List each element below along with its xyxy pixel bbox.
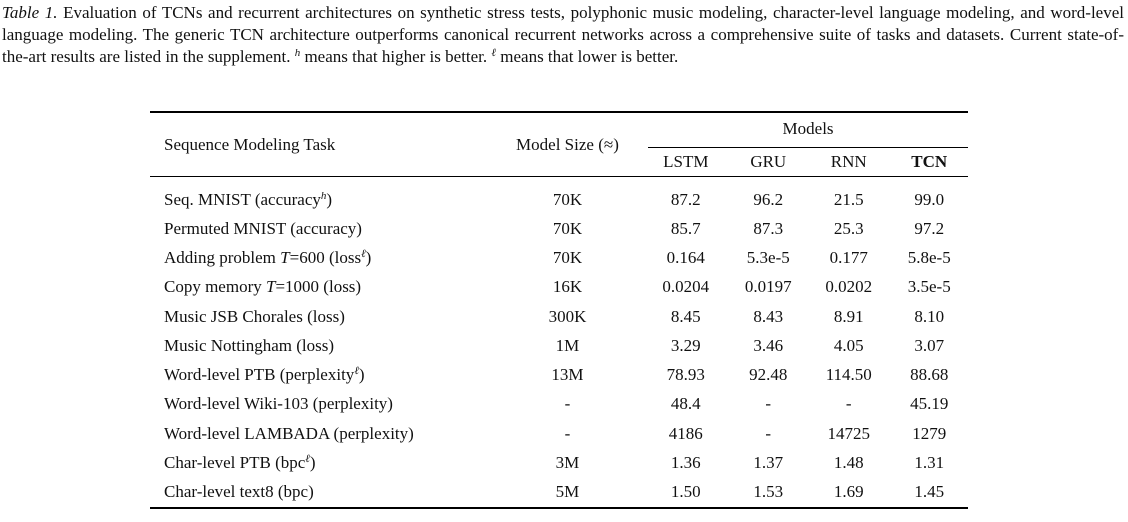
- cell-gru: 3.46: [753, 335, 784, 355]
- task-name: Char-level text8 (bpc): [150, 478, 493, 508]
- cell-rnn: 21.5: [833, 189, 864, 209]
- task-task-post: ): [326, 189, 333, 209]
- cell-tcn: 3.5e-5: [907, 277, 951, 297]
- cell-lstm: 4186: [668, 423, 703, 443]
- task-name: [150, 177, 493, 215]
- cell-size: 70K: [552, 189, 583, 209]
- cell-tcn: 45.19: [910, 394, 949, 414]
- cell-gru: 8.43: [753, 306, 784, 326]
- cell-gru: 1.37: [753, 453, 784, 473]
- cell-tcn: 5.8e-5: [907, 247, 951, 267]
- cell-gru: -: [765, 423, 772, 443]
- table-row: [150, 390, 968, 419]
- cell-lstm: 85.7: [670, 218, 701, 238]
- cell-lstm: 78.93: [666, 365, 705, 385]
- cell-tcn: 97.2: [914, 218, 945, 238]
- header-rnn: RNN: [830, 152, 867, 171]
- task-mark: h: [320, 189, 327, 202]
- cell-lstm: 3.29: [670, 335, 701, 355]
- cell-rnn: 1.69: [807, 478, 890, 508]
- cell-rnn: 4.05: [833, 335, 864, 355]
- task-var: T: [266, 277, 276, 297]
- table-row: [150, 478, 968, 508]
- cell-rnn: 0.0202: [825, 277, 873, 297]
- table-row: [150, 302, 968, 331]
- cell-lstm: 1.36: [670, 453, 701, 473]
- lower-better-marker: ℓ: [491, 47, 496, 59]
- cell-gru: 1.53: [730, 478, 808, 508]
- cell-tcn: 1.31: [914, 453, 945, 473]
- cell-rnn: -: [845, 394, 852, 414]
- header-task: Sequence Modeling Task: [164, 134, 336, 154]
- cell-size: 16K: [552, 277, 583, 297]
- task-name: [150, 448, 493, 477]
- task-task-pre: Adding problem: [164, 247, 281, 267]
- task-mark: ℓ: [305, 453, 310, 466]
- task-task-mid: =1000 (loss): [275, 277, 362, 297]
- cell-lstm: 8.45: [670, 306, 701, 326]
- cell-gru: 92.48: [749, 365, 788, 385]
- table-row: [150, 448, 968, 477]
- higher-better-marker: h: [294, 47, 301, 59]
- caption-label: Table 1.: [2, 3, 58, 22]
- table-row: [150, 273, 968, 302]
- cell-rnn: 25.3: [833, 218, 864, 238]
- task-name: Music Nottingham (loss): [164, 335, 334, 355]
- task-var: T: [280, 247, 290, 267]
- task-name: Music JSB Chorales (loss): [164, 306, 345, 326]
- header-lstm: LSTM: [663, 152, 709, 171]
- results-table: [150, 111, 968, 509]
- task-name: [150, 360, 493, 389]
- cell-size: 70K: [552, 247, 583, 267]
- cell-size: 5M: [493, 478, 642, 508]
- cell-size: 70K: [552, 218, 583, 238]
- task-name: Permuted MNIST (accuracy): [164, 218, 362, 238]
- cell-tcn: 88.68: [910, 365, 949, 385]
- cell-lstm: 0.164: [666, 247, 705, 267]
- header-model-size: Model Size (≈): [516, 134, 619, 154]
- task-task-mid: =600 (loss: [289, 247, 362, 267]
- task-name: [150, 273, 493, 302]
- models-group-label: Models: [648, 113, 968, 148]
- cell-tcn: 99.0: [914, 189, 945, 209]
- cell-rnn: 14725: [827, 423, 870, 443]
- cell-rnn: 8.91: [833, 306, 864, 326]
- task-name: Word-level Wiki-103 (perplexity): [164, 394, 393, 414]
- cell-rnn: 1.48: [833, 453, 864, 473]
- task-task-pre: Word-level PTB (perplexity: [164, 365, 355, 385]
- task-mark: ℓ: [354, 365, 359, 378]
- lower-better-note: means that lower is better.: [500, 47, 679, 66]
- cell-tcn: 3.07: [914, 335, 945, 355]
- cell-size: -: [564, 423, 571, 443]
- cell-gru: 87.3: [753, 218, 784, 238]
- cell-size: 3M: [555, 453, 580, 473]
- task-task-pre: Char-level PTB (bpc: [164, 453, 306, 473]
- cell-lstm: 0.0204: [662, 277, 710, 297]
- table-row: [150, 177, 968, 215]
- table-body: [150, 177, 968, 508]
- caption-text: Evaluation of TCNs and recurrent architectures on synthetic stress tests, polyphonic music modeling, character-level language modeling, and word-level language modeling. The generic TCN architecture outperforms canonical recurrent networks across a comprehensive suite of tasks and datasets. Current state-of-the-art results are listed in the supplement.: [2, 3, 1124, 66]
- table-caption: [2, 2, 1124, 68]
- cell-rnn: 114.50: [825, 365, 872, 385]
- task-task-pre: Copy memory: [164, 277, 266, 297]
- cell-size: -: [564, 394, 571, 414]
- cell-gru: 5.3e-5: [746, 247, 790, 267]
- cell-size: 300K: [548, 306, 587, 326]
- cell-tcn: 1.45: [890, 478, 968, 508]
- task-name: Word-level LAMBADA (perplexity): [164, 423, 414, 443]
- cell-gru: -: [765, 394, 772, 414]
- task-task-post: ): [358, 365, 365, 385]
- cell-size: 13M: [551, 365, 584, 385]
- higher-better-note: means that higher is better.: [304, 47, 488, 66]
- header-models: [642, 112, 968, 148]
- task-task-post: ): [309, 453, 316, 473]
- table-row: [150, 331, 968, 360]
- cell-lstm: 1.50: [642, 478, 729, 508]
- task-task-pre: Seq. MNIST (accuracy: [164, 189, 321, 209]
- cell-lstm: 48.4: [670, 394, 701, 414]
- table-row: [150, 419, 968, 448]
- cell-gru: 0.0197: [744, 277, 792, 297]
- cell-tcn: 1279: [912, 423, 947, 443]
- table-row: [150, 214, 968, 243]
- cell-tcn: 8.10: [914, 306, 945, 326]
- header-gru: GRU: [750, 152, 787, 171]
- cell-lstm: 87.2: [670, 189, 701, 209]
- cell-rnn: 0.177: [829, 247, 868, 267]
- task-task-post: ): [365, 247, 372, 267]
- task-name: [150, 243, 493, 272]
- table-row: [150, 360, 968, 389]
- header-tcn: TCN: [911, 152, 948, 171]
- cell-size: 1M: [555, 335, 580, 355]
- cell-gru: 96.2: [753, 189, 784, 209]
- task-mark: ℓ: [361, 247, 366, 260]
- table-row: [150, 243, 968, 272]
